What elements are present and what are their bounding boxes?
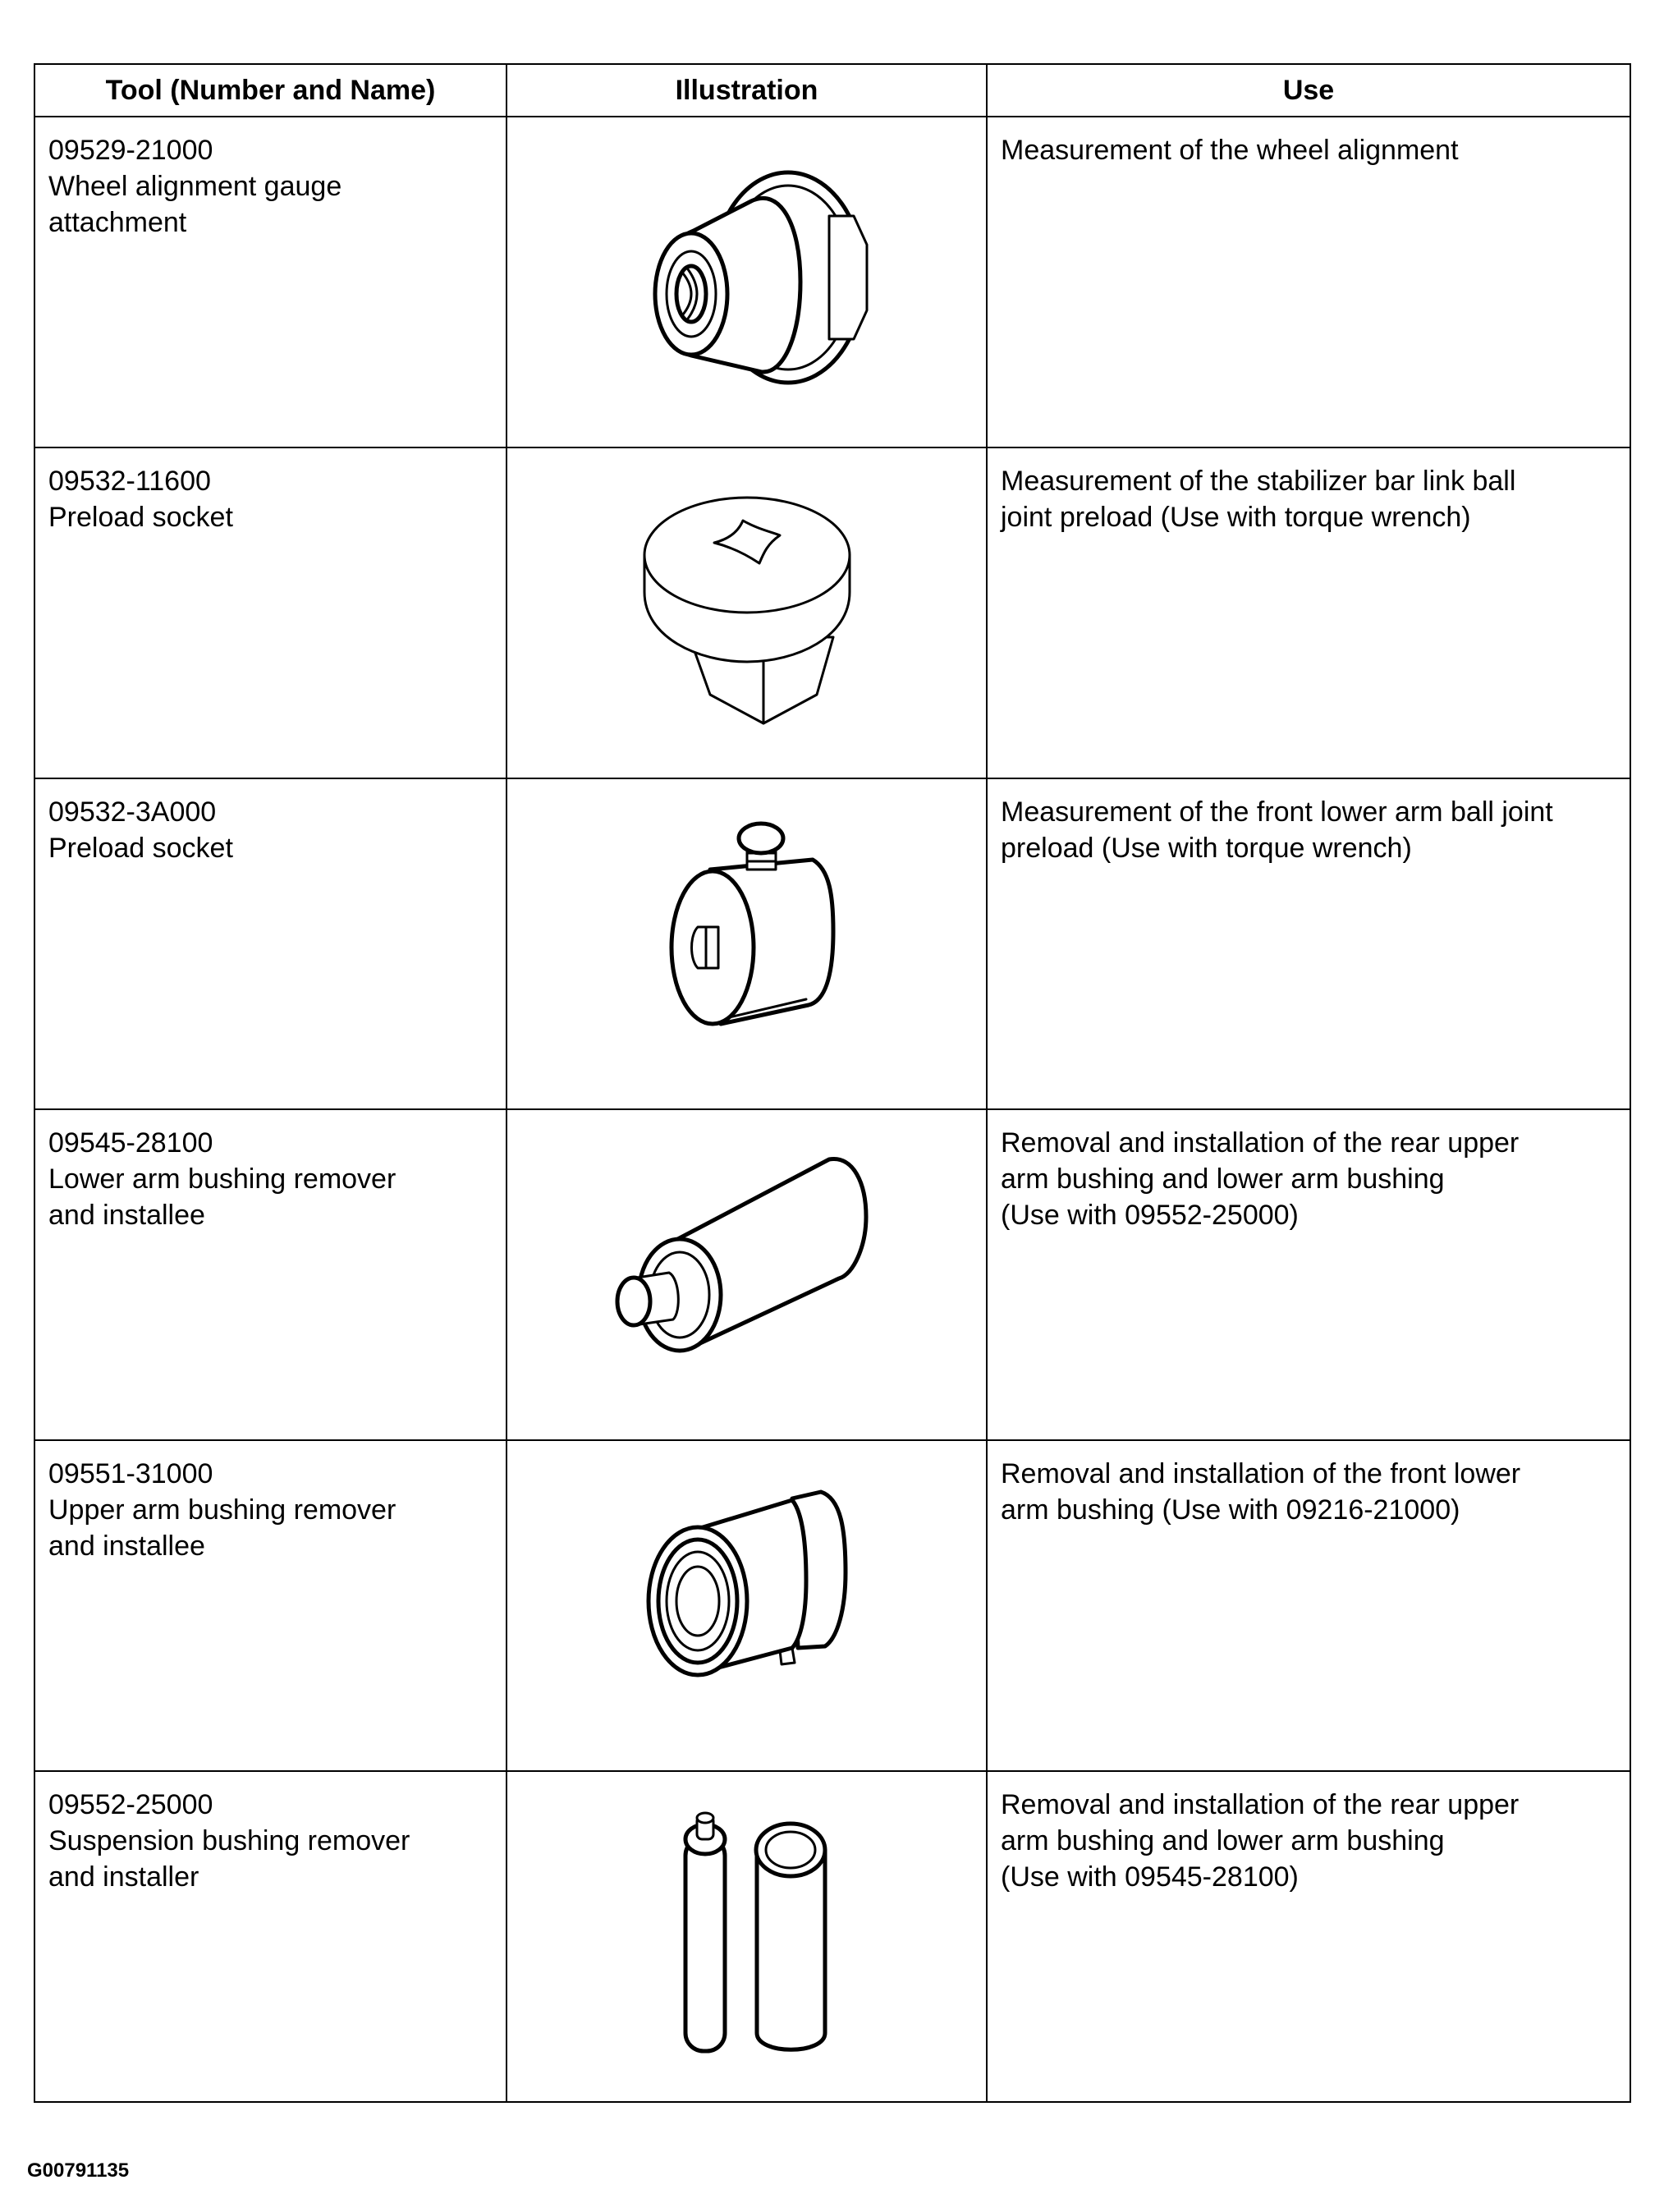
tool-cell — [34, 1771, 507, 2102]
illustration-cell — [507, 778, 987, 1109]
tool-number: 09551-31000 — [48, 1458, 213, 1489]
preload-socket-cylinder-icon — [583, 779, 911, 1108]
table-row — [34, 778, 1630, 1109]
use-line: arm bushing and lower arm bushing — [1001, 1163, 1445, 1195]
use-line: Measurement of the wheel alignment — [1001, 135, 1459, 166]
table-row — [34, 117, 1630, 447]
illustration-cell — [507, 1440, 987, 1771]
header-use: Use — [987, 64, 1630, 117]
header-tool: Tool (Number and Name) — [34, 64, 507, 117]
use-line: Measurement of the front lower arm ball joint — [1001, 796, 1553, 828]
illustration-cell — [507, 447, 987, 778]
preload-socket-icon — [583, 448, 911, 777]
tool-cell — [34, 1440, 507, 1771]
upper-arm-bushing-tool-icon — [583, 1441, 911, 1769]
tool-name-line: Wheel alignment gauge — [48, 171, 342, 202]
illustration-cell — [507, 1771, 987, 2102]
tool-number: 09545-28100 — [48, 1127, 213, 1159]
tool-number: 09529-21000 — [48, 135, 213, 166]
use-line: Measurement of the stabilizer bar link ball — [1001, 466, 1516, 497]
use-line: (Use with 09552-25000) — [1001, 1200, 1299, 1231]
figure-code: G00791135 — [27, 2159, 130, 2182]
illustration-cell — [507, 1109, 987, 1440]
use-cell — [987, 117, 1630, 447]
tool-cell — [34, 778, 507, 1109]
use-line: Removal and installation of the front lower — [1001, 1458, 1521, 1489]
tool-name-line: Suspension bushing remover — [48, 1825, 410, 1856]
table-row — [34, 1771, 1630, 2102]
tool-number: 09532-11600 — [48, 466, 211, 497]
table-row — [34, 1440, 1630, 1771]
use-cell — [987, 778, 1630, 1109]
tool-name-line: Preload socket — [48, 833, 233, 864]
tool-cell — [34, 447, 507, 778]
use-line: arm bushing and lower arm bushing — [1001, 1825, 1445, 1856]
tool-cell — [34, 1109, 507, 1440]
tool-name-line: Lower arm bushing remover — [48, 1163, 397, 1195]
header-illustration: Illustration — [507, 64, 987, 117]
table-row — [34, 447, 1630, 778]
use-line: arm bushing (Use with 09216-21000) — [1001, 1494, 1460, 1526]
tool-number: 09552-25000 — [48, 1789, 213, 1820]
table-header-row — [34, 64, 1630, 117]
tool-name-line: and installer — [48, 1861, 199, 1893]
use-line: preload (Use with torque wrench) — [1001, 833, 1412, 864]
use-cell — [987, 1109, 1630, 1440]
wheel-alignment-gauge-attachment-icon — [583, 117, 911, 446]
use-line: Removal and installation of the rear upper — [1001, 1789, 1520, 1820]
tool-name-line: attachment — [48, 207, 187, 238]
illustration-cell — [507, 117, 987, 447]
tool-number: 09532-3A000 — [48, 796, 217, 828]
use-line: Removal and installation of the rear upper — [1001, 1127, 1520, 1159]
lower-arm-bushing-tool-icon — [583, 1110, 911, 1439]
tool-name-line: and installee — [48, 1200, 205, 1231]
table-row — [34, 1109, 1630, 1440]
suspension-bushing-tool-icon — [583, 1772, 911, 2100]
use-cell — [987, 1771, 1630, 2102]
tool-name-line: Upper arm bushing remover — [48, 1494, 397, 1526]
tool-name-line: and installee — [48, 1531, 205, 1562]
use-line: (Use with 09545-28100) — [1001, 1861, 1299, 1893]
use-cell — [987, 1440, 1630, 1771]
use-cell — [987, 447, 1630, 778]
tool-name-line: Preload socket — [48, 502, 233, 533]
use-line: joint preload (Use with torque wrench) — [1001, 502, 1471, 533]
tool-cell — [34, 117, 507, 447]
special-tools-table — [34, 63, 1631, 2103]
